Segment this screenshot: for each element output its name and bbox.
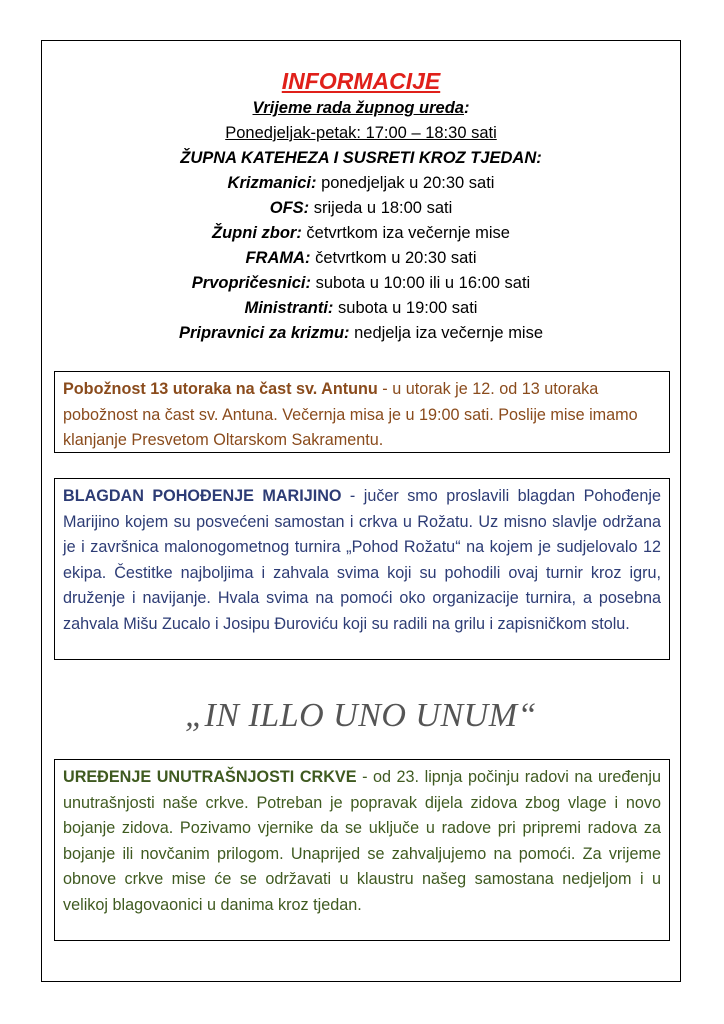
schedule-value: subota u 10:00 ili u 16:00 sati xyxy=(310,274,531,292)
schedule-value: srijeda u 18:00 sati xyxy=(309,199,453,217)
schedule-row-frama xyxy=(41,246,681,271)
motto: „IN ILLO UNO UNUM“ xyxy=(185,697,537,734)
schedule-row-altar-servers xyxy=(41,296,681,321)
schedule-label: Ministranti: xyxy=(244,299,334,317)
notice-visitation-text: - jučer smo proslavili blagdan Pohođenje Marijino kojem su posvećeni samostan i crkva u Rožatu. Uz misno slavlje održana je i završnica malonogometnog turnira „Pohod Rožatu“ na kojem je sudjelovalo 12 ekipa. Čestitke najboljima i zahvala svima koji su pohodili ovaj turnir kroz igru, druženje i navijanje. Hvala svima na pomoći oko organizacije turnira, a posebna zahvala Mišu Zucalo i Josipu Đuroviću koji su radili na grilu i zapisničkom stolu. xyxy=(63,487,661,633)
schedule-row-first-communion xyxy=(41,271,681,296)
schedule-row-choir xyxy=(41,221,681,246)
information-section xyxy=(41,66,681,346)
notice-church-lead: UREĐENJE UNUTRAŠNJOSTI CRKVE xyxy=(63,768,357,786)
schedule-label: OFS: xyxy=(269,199,310,217)
schedule-value: četvrtkom iza večernje mise xyxy=(301,224,510,242)
schedule-label: FRAMA: xyxy=(245,249,311,267)
schedule-value: četvrtkom u 20:30 sati xyxy=(310,249,477,267)
office-hours-label: Vrijeme rada župnog ureda xyxy=(252,99,464,117)
notice-anthony-lead: Pobožnost 13 utoraka na čast sv. Antunu xyxy=(63,380,378,398)
schedule-value: subota u 19:00 sati xyxy=(333,299,478,317)
schedule-label: Župni zbor: xyxy=(212,224,302,242)
schedule-value: ponedjeljak u 20:30 sati xyxy=(316,174,495,192)
notice-anthony-devotion xyxy=(54,371,670,453)
office-hours-heading xyxy=(41,96,681,121)
schedule-label: Pripravnici za krizmu: xyxy=(178,324,350,342)
schedule-row-confirmation-prep xyxy=(41,321,681,346)
catechesis-heading: ŽUPNA KATEHEZA I SUSRETI KROZ TJEDAN: xyxy=(180,149,542,167)
notice-church-renovation xyxy=(54,759,670,941)
schedule-row-ofs xyxy=(41,196,681,221)
office-hours-colon: : xyxy=(464,99,470,117)
notice-visitation-lead: BLAGDAN POHOĐENJE MARIJINO xyxy=(63,487,342,505)
schedule-value: nedjelja iza večernje mise xyxy=(349,324,544,342)
information-title: INFORMACIJE xyxy=(281,68,441,94)
schedule-label: Prvopričesnici: xyxy=(191,274,311,292)
schedule-row-confirmands xyxy=(41,171,681,196)
notice-visitation-feast xyxy=(54,478,670,660)
office-hours-value: Ponedjeljak-petak: 17:00 – 18:30 sati xyxy=(225,124,497,142)
notice-church-text: - od 23. lipnja počinju radovi na uređenju unutrašnjosti naše crkve. Potreban je popravak dijela zidova zbog vlage i novo bojanje zidova. Pozivamo vjernike da se uključe u radove pri pripremi radova za bojanje ili novčanim prilogom. Unaprijed se zahvaljujemo na pomoći. Za vrijeme obnove crkve mise će se održavati u klaustru našeg samostana nedjeljom i u velikoj blagovaonici u danima kroz tjedan. xyxy=(63,768,661,914)
notice-anthony-text: - u utorak je 12. od 13 utoraka pobožnost na čast sv. Antuna. Večernja misa je u 19:00 sati. Poslije mise imamo klanjanje Presvetom Oltarskom Sakramentu. xyxy=(63,380,638,449)
schedule-label: Krizmanici: xyxy=(227,174,317,192)
